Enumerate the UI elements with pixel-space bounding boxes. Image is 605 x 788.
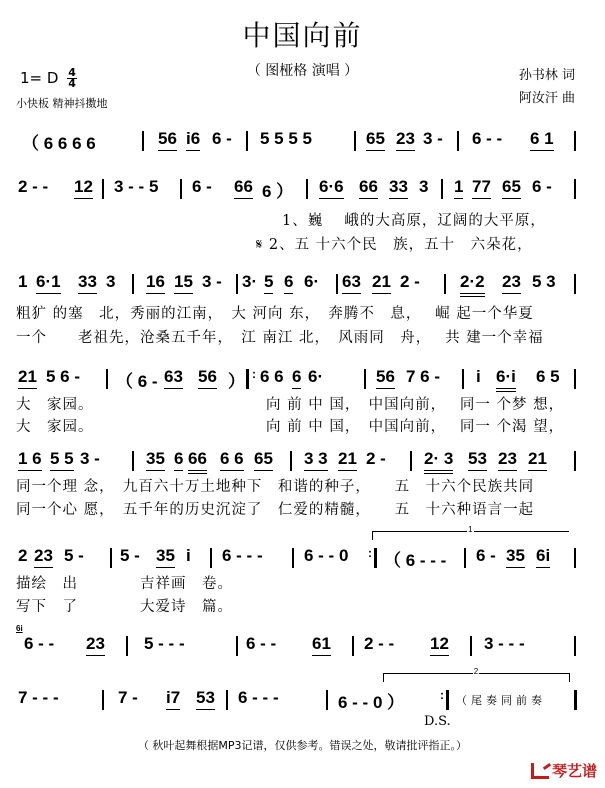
note-group: 6 - <box>212 129 232 148</box>
note-group: 66 <box>188 449 207 474</box>
barline <box>126 636 128 656</box>
note-group: 5 - <box>64 546 84 565</box>
note-group: 23 <box>86 634 105 656</box>
note-group: 6 - - <box>24 634 55 653</box>
lyric-verse-2-chorus: 向 前 中 国， 中国向前， 同一 个渴 望， <box>266 419 565 435</box>
note-group: 5 - - - <box>144 634 185 653</box>
note-group: 12 <box>430 634 449 656</box>
note-group: 2· 3 <box>424 449 453 474</box>
note-group: 6·i <box>496 367 516 392</box>
note-group: 7 - <box>118 688 138 707</box>
lyric-verse-2: 𝄋 2、五 十六个民 族，五十 六朵花， <box>256 237 533 253</box>
note-group: 77 <box>472 177 491 199</box>
barline <box>574 131 576 151</box>
dal-segno-marking: D.S. <box>424 714 451 729</box>
barline <box>180 179 182 199</box>
note-group: 7 6 - <box>406 367 441 386</box>
note-group: 6 - - - <box>238 688 279 707</box>
volta-bracket-2: 2 <box>383 673 570 682</box>
score-title: 中国向前 <box>242 19 363 52</box>
note-group: 35 <box>146 449 165 471</box>
repeat-end-barline <box>446 690 449 710</box>
repeat-dots: : <box>368 546 372 560</box>
barline <box>236 274 238 294</box>
note-group: 5 - <box>120 546 140 565</box>
lyric-verse-2: 同一个心 愿， 五千年的历史沉淀了 仁爱的精髓， 五 十六种语言一起 <box>16 502 535 518</box>
note-group: 66 <box>359 177 378 199</box>
barline <box>464 548 466 568</box>
note-group: 23 <box>34 546 53 568</box>
staff-row-5 <box>14 449 583 475</box>
barline <box>326 690 328 710</box>
barline <box>306 179 308 199</box>
note-group: 6· <box>304 272 320 291</box>
note-group: 2 - - <box>364 634 395 653</box>
barline <box>574 274 576 294</box>
repeat-dots: : <box>440 688 444 702</box>
note-group: 23 <box>396 129 415 151</box>
logo-text: 琴艺谱 <box>551 762 597 780</box>
note-group: 6 ） <box>262 182 294 201</box>
note-group: 5 <box>264 272 273 294</box>
lyric-verse-1: 大 家园。 <box>16 397 94 413</box>
barline <box>292 548 294 568</box>
note-group: 3 - <box>423 129 443 148</box>
staff-row-3 <box>14 272 583 298</box>
credits <box>519 64 575 110</box>
note-group: 61 <box>312 634 331 656</box>
staff-row-6 <box>14 546 583 572</box>
note-group: 53 <box>196 688 215 710</box>
note-group: 63 <box>164 367 183 389</box>
staff-row-4 <box>14 367 583 393</box>
barline <box>132 274 134 294</box>
note-group: （ 6 - <box>116 372 158 391</box>
lyric-verse-1: 粗犷 的塞 北，秀丽的江南， 大 河向 东， 奔腾不 息， 崛 起一个华夏 <box>16 306 534 322</box>
barline <box>574 179 576 199</box>
barline <box>246 131 248 151</box>
barline <box>574 636 576 656</box>
note-group: 5 5 <box>50 449 74 471</box>
note-group: 6 1 <box>530 129 554 151</box>
barline <box>102 690 104 710</box>
note-group: 12 <box>74 177 93 199</box>
barline <box>470 636 472 656</box>
note-group: 6 - <box>476 546 496 565</box>
lyric-verse-2: 一个 老祖先，沧桑五千年， 江 南江 北， 风雨同 舟， 共 建一个幸福 <box>16 330 544 346</box>
note-group: 6 6 <box>260 367 284 386</box>
note-group: 6i <box>536 546 550 568</box>
lyric-verse-1: 1、巍 峨的大高原，辽阔的大平原， <box>282 213 546 229</box>
note-group: 1 <box>18 272 28 291</box>
tempo-marking: 小快板 精神抖擞地 <box>16 97 108 110</box>
note-group: 3 - <box>202 272 222 291</box>
repeat-start-barline <box>246 369 249 389</box>
note-group: 6·1 <box>36 272 61 294</box>
lyricist: 孙书林 词 <box>518 68 575 83</box>
note-group: 6·6 <box>319 177 344 199</box>
note-group: 21 <box>372 272 391 294</box>
staff-row-8 <box>14 688 583 714</box>
note-group: 3 3 <box>304 449 328 471</box>
note-group: 63 <box>342 272 361 294</box>
staff-row-7 <box>14 624 583 660</box>
note-group: 2 - - <box>18 177 49 196</box>
note-group: 21 <box>528 449 547 471</box>
note-group: 6 5 <box>536 367 560 386</box>
note-group: 65 <box>502 177 521 199</box>
note-group: 6 - - 0 <box>304 546 349 565</box>
barline <box>574 369 576 389</box>
note-group: 6 - <box>532 177 552 196</box>
barline <box>457 131 459 151</box>
note-group: 2 - <box>400 272 420 291</box>
lyric-verse-1: 描绘 出 吉祥画 卷。 <box>16 576 233 592</box>
barline <box>102 179 104 199</box>
note-group: 21 <box>18 367 37 389</box>
barline <box>110 548 112 568</box>
note-group: （ 6 - - - <box>384 551 447 570</box>
barline <box>354 131 356 151</box>
note-group: 6 - <box>192 177 212 196</box>
volta-bracket-1: 1 <box>372 531 569 540</box>
note-group: i <box>476 367 481 386</box>
note-group: i7 <box>166 688 180 710</box>
note-group: 6 <box>292 367 301 389</box>
note-group: i <box>186 546 191 565</box>
note-group: 65 <box>366 129 385 151</box>
note-group: 23 <box>498 449 517 471</box>
note-group: 6 - - 0 ） <box>338 693 405 712</box>
note-group: 7 - - - <box>18 688 59 707</box>
note-group: 5 6 - <box>46 367 81 386</box>
note-group: 2 - <box>366 449 386 468</box>
note-group: 16 <box>146 272 165 294</box>
barline <box>336 274 338 294</box>
barline <box>142 131 144 151</box>
note-group: 56 <box>158 129 177 151</box>
barline <box>441 179 443 199</box>
barline <box>410 451 412 471</box>
barline <box>210 548 212 568</box>
barline <box>236 636 238 656</box>
staff-row-2 <box>14 177 583 203</box>
note-group: 23 <box>502 272 521 294</box>
note-group: 3 - <box>80 449 100 468</box>
barline <box>106 369 108 389</box>
note-group: ） <box>228 372 245 391</box>
note-group: 56 <box>376 367 395 389</box>
staff-row-1 <box>14 129 583 155</box>
lyric-verse-2: 写下 了 大爱诗 篇。 <box>16 599 233 615</box>
barline <box>574 548 576 568</box>
repeat-end-barline <box>374 548 377 568</box>
site-logo[interactable] <box>531 760 597 781</box>
note-group: 2·2 <box>460 272 485 297</box>
note-group: 6 6 <box>220 449 244 471</box>
key-signature <box>20 68 77 89</box>
barline <box>226 690 228 710</box>
time-signature: $\frac{4}{4}$ <box>68 66 76 90</box>
note-group: 5 5 5 5 <box>260 129 312 148</box>
composer: 阿汝汗 曲 <box>518 91 575 106</box>
note-group: i6 <box>186 129 200 151</box>
barline <box>290 451 292 471</box>
barline <box>574 451 576 471</box>
note-group: 3 - - - <box>484 634 525 653</box>
lyric-verse-1-chorus: 向 前 中 国， 中国向前， 同一 个梦 想， <box>266 397 565 413</box>
note-group: 3 - - 5 <box>114 177 159 196</box>
note-group: 65 <box>254 449 273 471</box>
barline <box>132 451 134 471</box>
note-group: 35 <box>506 546 525 568</box>
lyric-verse-1: 同一个理 念， 九百六十万土地种下 和谐的种子， 五 十六个民族共同 <box>16 479 535 495</box>
note-group: 15 <box>174 272 193 294</box>
note-group: 56 <box>198 367 217 389</box>
note-group: 33 <box>389 177 408 199</box>
note-group: 35 <box>156 546 175 568</box>
note-group: 21 <box>338 449 357 471</box>
note-group: 53 <box>468 449 487 471</box>
note-group: 5 3 <box>532 272 556 291</box>
outro-note: （尾奏同前奏 <box>456 694 546 707</box>
barline <box>352 636 354 656</box>
note-group: 6 - - <box>246 634 277 653</box>
note-group: 6 - - - <box>222 546 263 565</box>
final-barline <box>574 690 577 710</box>
note-group: 6 - - <box>472 129 503 148</box>
note-group: 33 <box>78 272 97 294</box>
transcription-note: （ 秋叶起舞根据MP3记谱，仅供参考。错误之处，敬请批评指正。） <box>137 739 468 752</box>
note-group: 6 <box>174 449 183 471</box>
note-group: 2 <box>18 546 28 565</box>
note-group: 6· <box>308 367 324 386</box>
repeat-dots: : <box>252 367 256 381</box>
barline <box>444 274 446 294</box>
note-group: 6 <box>284 272 293 294</box>
singer-credit: （ 图桠格 演唱 ） <box>246 63 359 79</box>
lyric-verse-2: 大 家园。 <box>16 419 94 435</box>
barline <box>462 369 464 389</box>
note-group: （ 6 6 6 6 <box>22 134 96 153</box>
note-group: 1 <box>454 177 463 199</box>
key-label: 1= D <box>20 69 59 87</box>
grace-notes: 6i <box>16 624 23 633</box>
barline <box>364 369 366 389</box>
note-group: 3 <box>419 177 429 196</box>
note-group: 66 <box>234 177 253 199</box>
logo-icon <box>531 763 549 779</box>
note-group: 3· <box>242 272 258 291</box>
note-group: 1 6 <box>18 449 42 471</box>
note-group: 3 <box>106 272 116 291</box>
